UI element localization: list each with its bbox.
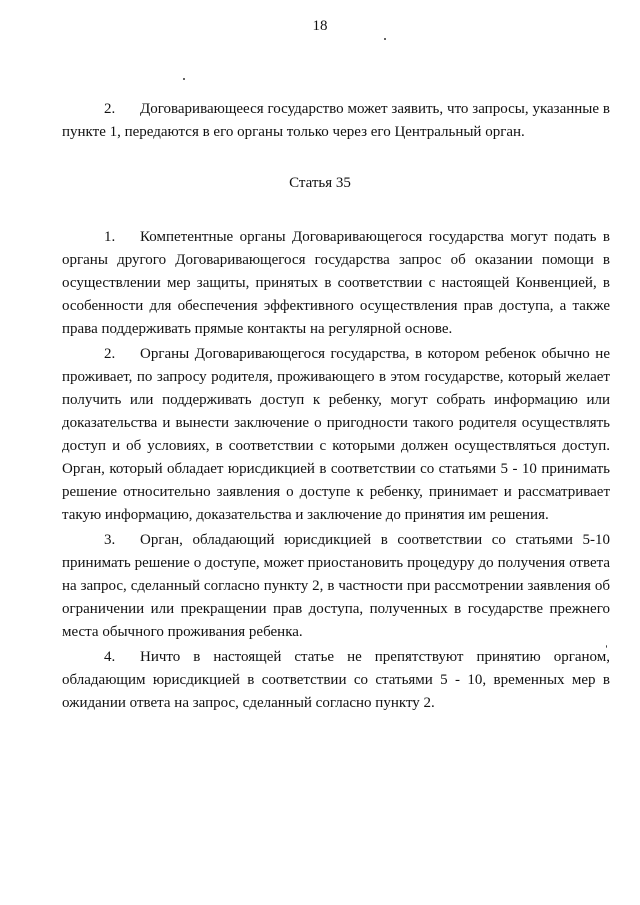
intro-paragraph-block [62, 98, 610, 144]
paragraph-number: 2. [104, 101, 116, 117]
article-paragraph-1 [62, 226, 610, 341]
article-body [62, 226, 610, 715]
paragraph-text: Договаривающееся государство может заявить, что запросы, указанные в пункте 1, передаются в его органы только через его Центральный орган. [62, 101, 610, 140]
paragraph-number: 3. [104, 532, 116, 548]
paragraph-text: Органы Договаривающегося государства, в котором ребенок обычно не проживает, по запросу родителя, проживающего в этом государстве, который желает получить или поддерживать доступ к ребенку, могут собрать информацию или доказательства и вынести заключение о пригодности такого родителя осуществлять доступ и об условиях, в соответствии с которыми должен осуществляться доступ. Орган, который обладает юрисдикцией в соответствии со статьями 5 - 10 принимать решение относительно заявления о доступе к ребенку, принимает и рассматривает такую информацию, доказательства и заключение до принятия им решения. [62, 346, 610, 523]
intro-paragraph [62, 98, 610, 144]
article-title: Статья 35 [289, 175, 351, 191]
paragraph-text: Ничто в настоящей статье не препятствуют принятию органом, обладающим юрисдикцией в соответствии со статьями 5 - 10, временных мер в ожидании ответа на запрос, сделанный согласно пункту 2. [62, 649, 610, 711]
paragraph-text: Компетентные органы Договаривающегося государства могут подать в органы другого Договаривающегося государства запрос об оказании помощи в осуществлении мер защиты, принятых в соответствии с настоящей Конвенцией, в особенности для обеспечения эффективного осуществления прав доступа, а также права поддерживать прямые контакты на регулярной основе. [62, 229, 610, 337]
scan-speck [384, 38, 386, 40]
page-number: 18 [312, 18, 328, 34]
article-paragraph-2 [62, 343, 610, 527]
paragraph-text: Орган, обладающий юрисдикцией в соответствии со статьями 5-10 принимать решение о доступе, может приостановить процедуру до получения ответа на запрос, сделанный согласно пункту 2, в частности при рассмотрении заявления об ограничении или прекращении прав доступа, полученных в государстве прежнего места обычного проживания ребенка. [62, 532, 610, 640]
scan-speck [183, 78, 185, 80]
paragraph-number: 2. [104, 346, 116, 362]
paragraph-number: 1. [104, 229, 116, 245]
article-paragraph-4 [62, 646, 610, 715]
paragraph-number: 4. [104, 649, 116, 665]
article-paragraph-3 [62, 529, 610, 644]
